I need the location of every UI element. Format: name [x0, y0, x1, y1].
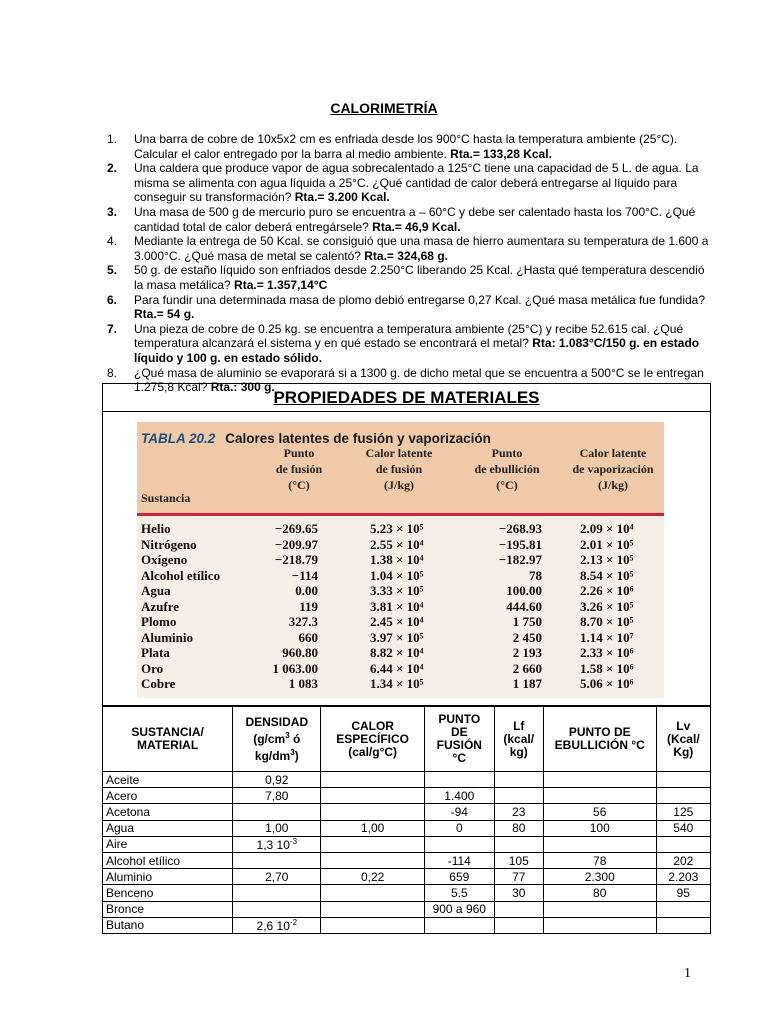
cell-lf [494, 772, 543, 788]
scan-table-cell: 6.44 × 10⁴ [370, 660, 424, 676]
scan-table-cell: 2.33 × 10⁶ [580, 645, 634, 660]
cell-densidad: 1,00 [233, 820, 321, 836]
problem-text: Una masa de 500 g de mercurio puro se encuentra a – 60°C y debe ser calentado hasta los 700°C. ¿Qué cantidad total de calor deberá entregársele? [134, 204, 696, 234]
cell-calor [321, 788, 425, 804]
problem-item [107, 263, 712, 292]
scan-table-cell: Alcohol etílico [141, 567, 221, 583]
scan-table-cell: −182.97 [498, 552, 542, 567]
problem-number: 8. [107, 365, 118, 380]
cell-calor [321, 852, 425, 868]
problem-answer: Rta.: 300 g. [210, 380, 275, 395]
cell-fusion: 900 a 960 [424, 901, 494, 917]
problem-number: 6. [107, 292, 118, 307]
page-number: 1 [684, 966, 691, 981]
problem-text: ¿Qué masa de aluminio se evaporará si a 1300 g. de dicho metal que se encuentra a 500°C se le entregan 1.275,8 Kcal? [134, 365, 704, 395]
problem-item [107, 161, 712, 205]
scan-table-row [137, 521, 664, 537]
cell-fusion [424, 917, 494, 933]
scan-table-cell: 3.26 × 10⁵ [580, 598, 634, 614]
scan-table-cell: −209.97 [274, 536, 318, 552]
cell-lf [494, 901, 543, 917]
cell-calor [321, 885, 425, 901]
scan-table-cell: 119 [299, 598, 318, 614]
scan-table-cell: 444.60 [506, 598, 542, 614]
scan-table-row [137, 630, 664, 646]
cell-ebullicion: 56 [543, 804, 656, 820]
problem-number: 7. [107, 321, 118, 336]
cell-lf: 105 [494, 852, 543, 868]
cell-lv: 125 [656, 804, 710, 820]
cell-ebullicion: 78 [543, 852, 656, 868]
header-melting-point: PUNTO DE FUSIÓN °C [424, 707, 494, 772]
cell-lv [656, 917, 710, 933]
scan-table-cell: Cobre [141, 676, 176, 691]
scan-table-cell: 2.09 × 10⁴ [580, 521, 634, 536]
table-row [103, 804, 711, 820]
scan-table-row [137, 552, 664, 568]
table-row [103, 869, 711, 885]
scan-table-cell: 3.97 × 10⁵ [370, 629, 424, 645]
scan-table-row [137, 614, 664, 630]
scan-table-cell: 5.23 × 10⁵ [370, 521, 424, 536]
problem-number: 4. [107, 234, 118, 249]
cell-lf [494, 788, 543, 804]
problem-answer: Rta.= 46,9 Kcal. [372, 219, 461, 234]
scan-table-cell: 100.00 [506, 583, 542, 598]
scan-table-cell: 2 193 [512, 645, 542, 660]
cell-calor [321, 804, 425, 820]
scan-table-cell: 2 450 [512, 629, 542, 645]
scan-table-cell: 78 [529, 567, 542, 583]
cell-lv: 2.203 [656, 869, 710, 885]
problem-answer: Rta.= 1.357,14°C [234, 277, 328, 292]
cell-densidad: 2,70 [233, 869, 321, 885]
problem-answer: Rta: 1.083°C/150 g. en estado líquido y 100 g. en estado sólido. [134, 336, 700, 365]
scan-table-cell: −195.81 [498, 536, 542, 552]
cell-lv: 95 [656, 885, 710, 901]
table-row [103, 852, 711, 868]
density-exponent: -3 [289, 836, 298, 846]
scan-table-cell: Oxígeno [141, 552, 188, 567]
problem-text: Una pieza de cobre de 0.25 kg. se encuentra a temperatura ambiente (25°C) y recibe 52.615 cal. ¿Qué temperatura alcanzará el sistema y en qué estado se encontrará el metal? [134, 321, 684, 351]
cell-fusion: 659 [424, 869, 494, 885]
scan-table-cell: 1 187 [512, 676, 542, 691]
properties-box [102, 383, 711, 706]
cell-material: Acero [103, 788, 233, 804]
problem-list [107, 132, 712, 395]
problem-item [107, 132, 712, 161]
table-row [103, 772, 711, 788]
cell-material: Aceite [103, 772, 233, 788]
cell-lv [656, 772, 710, 788]
scan-header-vaporization-heat: Calor latente de vaporización (J/kg) [572, 446, 654, 492]
problem-answer: Rta.= 324,68 g. [364, 248, 448, 263]
scan-table-row [137, 599, 664, 615]
table-row [103, 901, 711, 917]
density-exponent: -2 [289, 917, 298, 927]
cell-ebullicion: 80 [543, 885, 656, 901]
cell-material: Alcohol etílico [103, 852, 233, 868]
scan-header-substance: Sustancia [141, 491, 191, 505]
table-row [103, 917, 711, 933]
cell-calor: 0,22 [321, 869, 425, 885]
header-rule [137, 513, 664, 516]
scan-table-cell: Oro [141, 660, 164, 676]
scan-table-row [137, 583, 664, 599]
scan-table-cell: 2 660 [512, 660, 542, 676]
problem-number: 5. [107, 263, 118, 278]
cell-lv: 540 [656, 820, 710, 836]
scan-table-caption: Calores latentes de fusión y vaporización [225, 431, 491, 446]
table-header-row [103, 707, 711, 772]
scan-table-cell: −218.79 [274, 552, 318, 567]
problem-answer: Rta.= 3.200 Kcal. [294, 190, 390, 205]
cell-lv: 202 [656, 852, 710, 868]
scan-header-boiling-point: Punto de ebullición (°C) [474, 446, 540, 492]
table-row [103, 885, 711, 901]
cell-material: Aire [103, 836, 233, 852]
cell-calor [321, 772, 425, 788]
cell-densidad: 1,3 $10^{-3}$ [233, 836, 321, 852]
scan-table-cell: 3.33 × 10⁵ [370, 583, 424, 598]
scan-table-cell: Azufre [141, 598, 180, 614]
scan-table-cell: 8.82 × 10⁴ [370, 645, 424, 660]
scan-table-cell: −114 [291, 567, 318, 583]
scan-table-cell: 327.3 [288, 614, 318, 629]
problem-item [107, 293, 712, 322]
cell-lf [494, 836, 543, 852]
cell-densidad: 7,80 [233, 788, 321, 804]
cell-lf: 30 [494, 885, 543, 901]
cell-lf: 23 [494, 804, 543, 820]
cell-lf: 77 [494, 869, 543, 885]
scan-table-cell: 3.81 × 10⁴ [370, 598, 424, 614]
header-boiling-point: PUNTO DE EBULLICIÓN °C [543, 707, 656, 772]
scan-table-cell: 5.06 × 10⁶ [580, 676, 634, 691]
scan-table-cell: 1.14 × 10⁷ [580, 629, 634, 645]
scan-table-cell: 8.54 × 10⁵ [580, 567, 634, 583]
scan-table-cell: Plata [141, 645, 170, 660]
cell-densidad [233, 901, 321, 917]
materials-table [102, 706, 711, 934]
cell-ebullicion [543, 772, 656, 788]
scan-table-cell: 1 083 [288, 676, 318, 691]
scan-table-cell: 2.01 × 10⁵ [580, 536, 634, 552]
cell-fusion [424, 772, 494, 788]
scan-header-fusion-point: Punto de fusión (°C) [275, 446, 323, 492]
problem-text: Para fundir una determinada masa de plomo debió entregarse 0,27 Kcal. ¿Qué masa metálica fue fundida? [134, 292, 706, 307]
cell-lf [494, 917, 543, 933]
problem-text: Mediante la entrega de 50 Kcal. se consiguió que una masa de hierro aumentara su temperatura de 1.600 a 3.000°C. ¿Qué masa de metal se calentó? [134, 234, 709, 263]
header-density: DENSIDAD ($g/cm^3$ ó $kg/dm^3$) [233, 707, 321, 772]
scan-table-cell: −268.93 [498, 521, 542, 536]
problem-answer: Rta.= 133,28 Kcal. [450, 146, 552, 161]
cell-fusion: -114 [424, 852, 494, 868]
cell-calor [321, 917, 425, 933]
scan-table-cell: 1 063.00 [272, 660, 318, 676]
problem-text: Una barra de cobre de 10x5x2 cm es enfriada desde los 900°C hasta la temperatura ambiente (25°C). Calcular el calor entregado por la barra al medio ambiente. [134, 132, 678, 161]
scan-table-cell: 0.00 [295, 583, 318, 598]
scan-table-row [137, 676, 664, 692]
cell-ebullicion [543, 917, 656, 933]
problem-number: 3. [107, 204, 118, 219]
scan-table-row [137, 645, 664, 661]
problem-number: 2. [107, 161, 118, 176]
scan-table-cell: −269.65 [274, 521, 318, 536]
problem-text: 50 g. de estaño líquido son enfriados desde 2.250°C liberando 25 Kcal. ¿Hasta qué temperatura descendió la masa metálica? [134, 263, 705, 292]
cell-ebullicion: 2.300 [543, 869, 656, 885]
cell-densidad: 0,92 [233, 772, 321, 788]
table-row [103, 836, 711, 852]
problem-item [107, 205, 712, 234]
header-lf: Lf (kcal/ kg) [494, 707, 543, 772]
table-row [103, 820, 711, 836]
scan-table-cell: 1.58 × 10⁶ [580, 660, 634, 676]
cell-ebullicion [543, 901, 656, 917]
cell-densidad [233, 852, 321, 868]
scan-table-cell: 8.70 × 10⁵ [580, 614, 634, 629]
scan-table-cell: 1 750 [512, 614, 542, 629]
divider [103, 411, 710, 412]
problem-item [107, 234, 712, 263]
problem-text: Una caldera que produce vapor de agua sobrecalentado a 125°C tiene una capacidad de 5 L. de agua. La misma se alimenta con agua líquida a 25°C. ¿Qué cantidad de calor deberá entregarse al líquido para conseguir su transformación? [134, 161, 699, 205]
cell-ebullicion [543, 836, 656, 852]
scan-table-title [141, 431, 491, 446]
cell-densidad: 2,6 $10^{-2}$ [233, 917, 321, 933]
problem-number: 1. [107, 132, 118, 146]
scan-table-cell: 660 [298, 629, 318, 645]
cell-fusion: 0 [424, 820, 494, 836]
cell-lf: 80 [494, 820, 543, 836]
problem-answer: Rta.= 54 g. [134, 307, 195, 322]
cell-material: Aluminio [103, 869, 233, 885]
cell-material: Butano [103, 917, 233, 933]
scan-table-row [137, 537, 664, 553]
scan-table-cell: 1.38 × 10⁴ [370, 552, 424, 567]
cell-calor [321, 901, 425, 917]
header-specific-heat: CALOR ESPECÍFICO (cal/g°C) [321, 707, 425, 772]
table-row [103, 788, 711, 804]
cell-material: Bronce [103, 901, 233, 917]
scan-table-cell: Plomo [141, 614, 177, 629]
scan-table-cell: Nitrógeno [141, 536, 197, 552]
header-substance: SUSTANCIA/ MATERIAL [103, 707, 233, 772]
scan-table-cell: 2.26 × 10⁶ [580, 583, 634, 598]
cell-ebullicion: 100 [543, 820, 656, 836]
page-title: CALORIMETRÍA [330, 100, 438, 116]
scan-table-row [137, 568, 664, 584]
cell-fusion: 5.5 [424, 885, 494, 901]
cell-calor [321, 836, 425, 852]
scan-table-cell: 1.34 × 10⁵ [370, 676, 424, 691]
scan-table-label: TABLA 20.2 [141, 431, 216, 446]
cell-fusion [424, 836, 494, 852]
cell-fusion: 1.400 [424, 788, 494, 804]
cell-ebullicion [543, 788, 656, 804]
cell-material: Benceno [103, 885, 233, 901]
scan-table-cell: 960.80 [282, 645, 318, 660]
cell-calor: 1,00 [321, 820, 425, 836]
cell-lv [656, 901, 710, 917]
scan-table-cell: 2.13 × 10⁵ [580, 552, 634, 567]
scan-table-cell: Agua [141, 583, 171, 598]
scan-table-cell: Helio [141, 521, 171, 536]
scan-table-cell: 1.04 × 10⁵ [370, 567, 424, 583]
cell-lv [656, 836, 710, 852]
scan-table-row [137, 661, 664, 677]
cell-material: Agua [103, 820, 233, 836]
cell-material: Acetona [103, 804, 233, 820]
cell-lv [656, 788, 710, 804]
cell-fusion: -94 [424, 804, 494, 820]
properties-title: PROPIEDADES DE MATERIALES [273, 388, 540, 407]
scan-header-fusion-heat: Calor latente de fusión (J/kg) [365, 446, 433, 492]
cell-densidad [233, 804, 321, 820]
scan-table-cell: 2.55 × 10⁴ [370, 536, 424, 552]
header-lv: Lv (Kcal/ Kg) [656, 707, 710, 772]
problem-item [107, 322, 712, 366]
latent-heat-table-image [137, 422, 664, 698]
cell-densidad [233, 885, 321, 901]
scan-table-cell: Aluminio [141, 629, 194, 645]
scan-table-cell: 2.45 × 10⁴ [370, 614, 424, 629]
